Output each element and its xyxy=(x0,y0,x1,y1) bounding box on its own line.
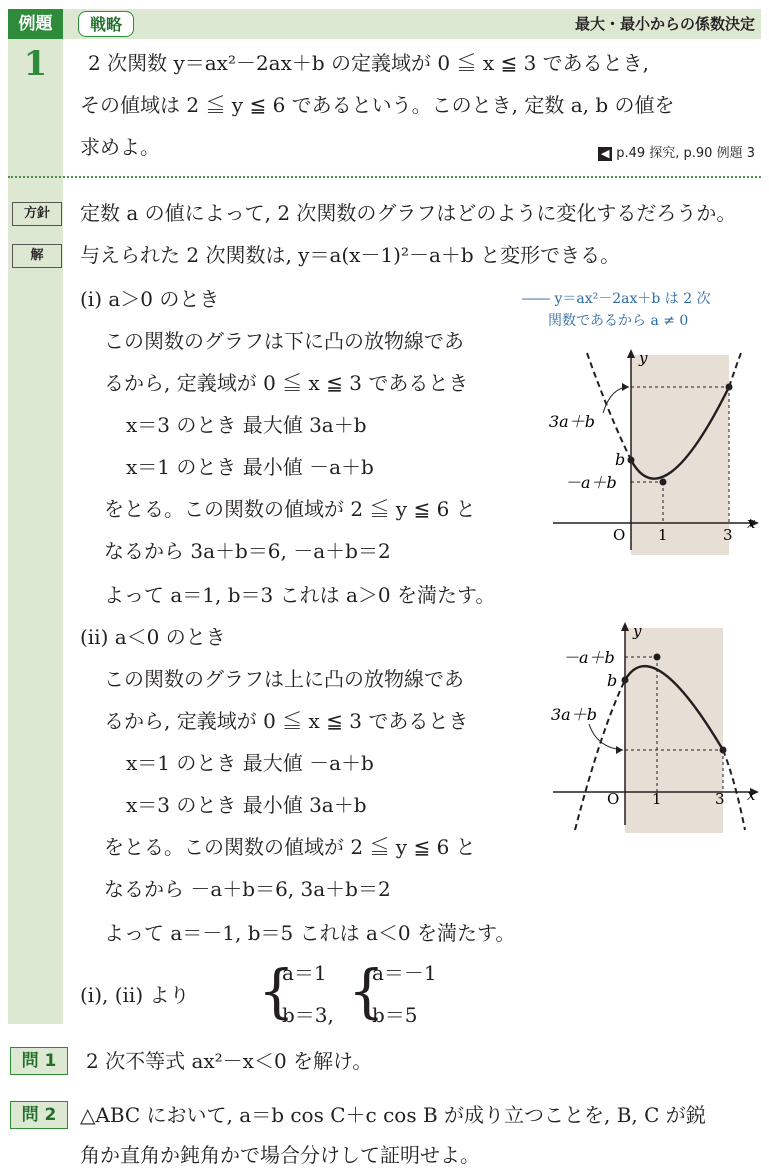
case1-line-6: なるから 3a＋b＝6, －a＋b＝2 xyxy=(104,539,391,563)
topic-title: 最大・最小からの係数決定 xyxy=(574,15,755,33)
conclusion-prefix: (ⅰ), (ⅱ) より xyxy=(80,983,190,1007)
strategy-button[interactable]: 戦略 xyxy=(78,11,134,37)
tick-3: 3 xyxy=(723,526,733,544)
y-intercept-point xyxy=(628,457,635,464)
solution-intro: 与えられた 2 次関数は, y＝a(x－1)²－a＋b と変形できる。 xyxy=(80,243,621,267)
answer1-a: a＝1 xyxy=(282,961,327,985)
case2-line-3: x＝1 のとき 最大値 －a＋b xyxy=(126,751,374,775)
answer2-b: b＝5 xyxy=(372,1003,418,1027)
pointer-arrow-icon xyxy=(616,746,623,754)
x-label: x xyxy=(747,786,756,804)
pointer-arrow-icon xyxy=(622,383,629,391)
case1-line-4: x＝1 のとき 最小値 －a＋b xyxy=(126,455,374,479)
tick-1: 1 xyxy=(652,790,662,808)
case2-line-6: なるから －a＋b＝6, 3a＋b＝2 xyxy=(104,877,391,901)
max-point xyxy=(726,384,733,391)
case2-line-7: よって a＝－1, b＝5 これは a＜0 を満たす。 xyxy=(104,921,516,945)
question-1-text: 2 次不等式 ax²－x＜0 を解け。 xyxy=(86,1049,373,1073)
tick-1: 1 xyxy=(658,526,668,544)
case2-line-4: x＝3 のとき 最小値 3a＋b xyxy=(126,793,367,817)
problem-line-1: 2 次関数 y＝ax²－2ax＋b の定義域が 0 ≦ x ≦ 3 であるとき, xyxy=(88,51,650,75)
answer2-a: a＝－1 xyxy=(372,961,437,985)
parabola-dashed-left xyxy=(587,353,631,460)
origin-label: O xyxy=(607,790,620,808)
question-1-label: 問 1 xyxy=(10,1047,68,1075)
problem-line-3: 求めよ。 xyxy=(80,135,160,159)
reference-text: p.49 探究, p.90 例題 3 xyxy=(616,146,755,161)
x-label: x xyxy=(747,514,756,532)
arrow-left-icon: ◀ xyxy=(598,147,612,161)
parabola-dashed-right xyxy=(723,750,745,830)
case2-line-1: この関数のグラフは上に凸の放物線であ xyxy=(104,667,464,691)
solution-tag: 解 xyxy=(12,244,62,268)
case1-line-7: よって a＝1, b＝3 これは a＞0 を満たす。 xyxy=(104,583,496,607)
policy-tag: 方針 xyxy=(12,202,62,226)
y-axis-arrow-icon xyxy=(627,349,635,358)
case1-line-3: x＝3 のとき 最大値 3a＋b xyxy=(126,413,367,437)
question-2-line-2: 角か直角か鈍角かで場合分けして証明せよ。 xyxy=(80,1143,480,1167)
label-3a-plus-b: 3a＋b xyxy=(549,412,595,431)
domain-shade xyxy=(625,628,723,833)
vertex-point xyxy=(660,479,667,486)
label-b: b xyxy=(615,450,626,469)
origin-label: O xyxy=(613,526,626,544)
left-margin-panel xyxy=(8,9,63,1024)
brace-1: { xyxy=(258,957,295,1025)
brace-2: { xyxy=(348,957,385,1025)
example-label: 例題 xyxy=(8,9,63,39)
case2-line-5: をとる。この関数の値域が 2 ≦ y ≦ 6 と xyxy=(104,835,476,859)
case1-heading: (ⅰ) a＞0 のとき xyxy=(80,287,220,311)
y-label: y xyxy=(633,622,642,640)
side-note-line-1: ―― y＝ax²－2ax＋b は 2 次 xyxy=(522,291,711,307)
vertex-point xyxy=(654,654,661,661)
answer1-b: b＝3, xyxy=(282,1003,334,1027)
label-minus-a-plus-b: －a＋b xyxy=(563,648,615,667)
case1-line-5: をとる。この関数の値域が 2 ≦ y ≦ 6 と xyxy=(104,497,476,521)
example-number: 1 xyxy=(23,44,48,84)
label-minus-a-plus-b: －a＋b xyxy=(565,473,617,492)
reference-link[interactable] xyxy=(598,142,755,161)
case1-line-2: るから, 定義域が 0 ≦ x ≦ 3 であるとき xyxy=(104,371,469,395)
label-pointer xyxy=(589,724,623,750)
policy-text: 定数 a の値によって, 2 次関数のグラフはどのように変化するだろうか。 xyxy=(80,201,737,225)
y-intercept-point xyxy=(622,677,629,684)
side-note-line-2: 関数であるから a ≠ 0 xyxy=(548,313,689,329)
y-axis-arrow-icon xyxy=(621,622,629,631)
label-pointer xyxy=(603,387,629,413)
graph-case2 xyxy=(545,620,765,835)
problem-line-2: その値域は 2 ≦ y ≦ 6 であるという。このとき, 定数 a, b の値を xyxy=(80,93,675,117)
question-2-line-1: △ABC において, a＝b cos C＋c cos B が成り立つことを, B, C が鋭 xyxy=(80,1103,706,1127)
parabola-dashed-right xyxy=(729,353,741,387)
label-3a-plus-b: 3a＋b xyxy=(551,705,597,724)
section-divider xyxy=(8,176,761,178)
label-b: b xyxy=(607,671,618,690)
domain-shade xyxy=(631,355,729,555)
question-2-label: 問 2 xyxy=(10,1101,68,1129)
min-point xyxy=(720,747,727,754)
graph-case1 xyxy=(545,345,765,555)
case2-heading: (ⅱ) a＜0 のとき xyxy=(80,625,226,649)
case1-line-1: この関数のグラフは下に凸の放物線であ xyxy=(104,329,464,353)
y-label: y xyxy=(639,349,648,367)
tick-3: 3 xyxy=(715,790,725,808)
case2-line-2: るから, 定義域が 0 ≦ x ≦ 3 であるとき xyxy=(104,709,469,733)
